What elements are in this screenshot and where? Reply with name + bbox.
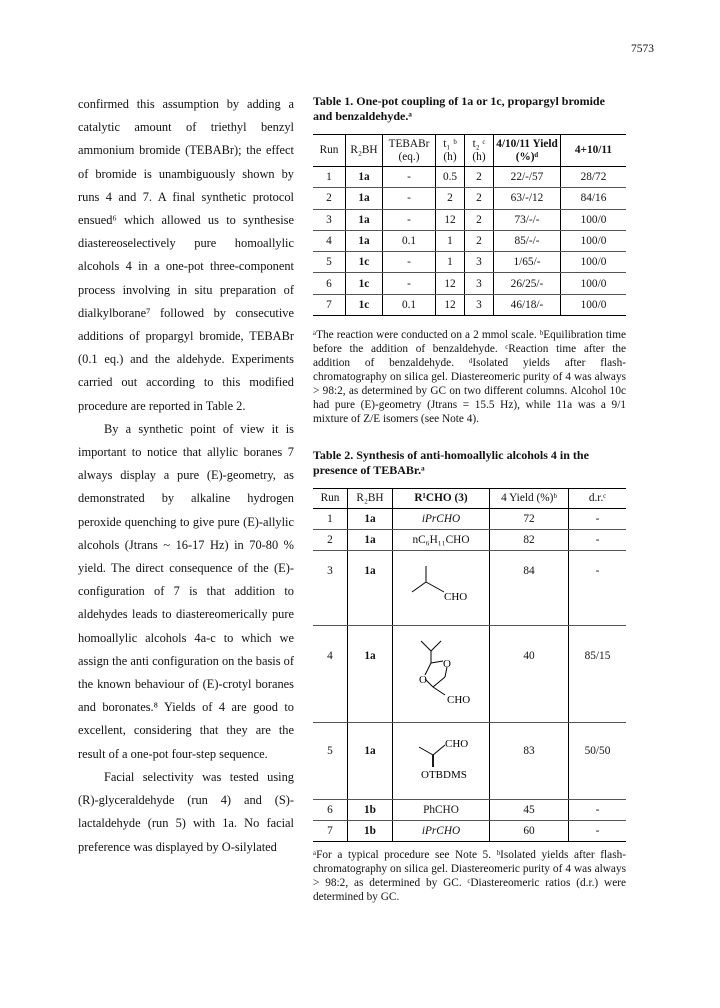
- cell: 0.1: [383, 230, 436, 251]
- cell: 2: [465, 167, 494, 188]
- cell: -: [569, 529, 627, 550]
- cell: 5: [313, 252, 346, 273]
- cell: 1: [313, 508, 348, 529]
- paragraph-1: confirmed this assumption by adding a catalytic amount of triethyl benzyl ammonium bromide (TEBABr); the effect of bromide is unambiguously shown by runs 4 and 7. A final synthetic protocol ensued⁶ which allowed us to synthesise diastereoselectively pure homoallylic alcohols 4 in a one-pot three-component process involving in situ preparation of dialkylborane⁷ followed by consecutive additions of propargyl bromide, TEBABr (0.1 eq.) and the aldehyde. Experiments carried out according to this modified procedure are reported in Table 2.: [78, 97, 294, 413]
- cell: 1b: [348, 820, 393, 841]
- table2-footnote: ᵃFor a typical procedure see Note 5. ᵇIsolated yields after flash-chromatography on silica gel. Diastereomeric purity of 4 was always > 98:2, as determined by GC. ᶜDiastereomeric ratios (d.r.) were determined by GC.: [313, 848, 626, 903]
- table1-col-r2bh: R₂BH: [346, 135, 383, 167]
- cell: 46/18/-: [494, 294, 561, 315]
- cell: 1b: [348, 799, 393, 820]
- glyceraldehyde-acetonide-structure: [395, 637, 487, 707]
- cell: PhCHO: [393, 799, 490, 820]
- cell: 4: [313, 230, 346, 251]
- structure-label: CHO: [444, 591, 468, 604]
- cell: 60: [490, 820, 569, 841]
- cell: 26/25/-: [494, 273, 561, 294]
- cell: 22/-/57: [494, 167, 561, 188]
- cell: 2: [465, 209, 494, 230]
- cell: -: [383, 273, 436, 294]
- cell: 3: [313, 209, 346, 230]
- cell: -: [569, 799, 627, 820]
- cell: -: [383, 167, 436, 188]
- table-row: [313, 625, 626, 722]
- cell: 12: [436, 273, 465, 294]
- lactaldehyde-structure: [395, 733, 487, 785]
- table-row: [313, 294, 626, 315]
- cell: 1: [436, 252, 465, 273]
- table1-col-t1: t₁ ᵇ (h): [436, 135, 465, 167]
- cell: 100/0: [561, 209, 627, 230]
- cell: 85/15: [569, 625, 627, 722]
- cell: 1c: [346, 294, 383, 315]
- cell: 84: [490, 550, 569, 625]
- cell: iPrCHO: [393, 820, 490, 841]
- cell: -: [569, 508, 627, 529]
- right-column: [313, 94, 626, 904]
- table2-caption: Table 2. Synthesis of anti-homoallylic alcohols 4 in the presence of TEBABr.ᵃ: [313, 448, 589, 478]
- cell: -: [569, 820, 627, 841]
- cell: 3: [465, 273, 494, 294]
- cell: 3: [313, 550, 348, 625]
- cell: 28/72: [561, 167, 627, 188]
- table-row: [313, 722, 626, 799]
- structure-label: CHO: [445, 738, 469, 751]
- table2-col-run: Run: [313, 489, 348, 509]
- oxygen-label: O: [419, 674, 427, 687]
- cell: 5: [313, 722, 348, 799]
- structure-cell-lactaldehyde: [393, 722, 490, 799]
- cell: 1: [313, 167, 346, 188]
- cell: 85/-/-: [494, 230, 561, 251]
- cell: 40: [490, 625, 569, 722]
- structure-label: CHO: [447, 694, 471, 707]
- isobutyraldehyde-structure: [396, 560, 486, 612]
- cell: 6: [313, 799, 348, 820]
- table1-col-run: Run: [313, 135, 346, 167]
- cell: 1: [436, 230, 465, 251]
- table2-col-aldehyde: R¹CHO (3): [393, 489, 490, 509]
- table1-caption: Table 1. One-pot coupling of 1a or 1c, propargyl bromide and benzaldehyde.ᵃ: [313, 94, 605, 123]
- cell: -: [383, 188, 436, 209]
- cell: 72: [490, 508, 569, 529]
- cell: 63/-/12: [494, 188, 561, 209]
- cell: 1a: [346, 209, 383, 230]
- cell: 2: [313, 188, 346, 209]
- table-row: [313, 188, 626, 209]
- cell: 100/0: [561, 252, 627, 273]
- cell: 50/50: [569, 722, 627, 799]
- table-row: [313, 209, 626, 230]
- paragraph-2: By a synthetic point of view it is important to notice that allylic boranes 7 always display a pure (E)-geometry, as demonstrated by alkaline hydrogen peroxide quenching to give pure (E)-allylic alcohols (Jtrans ~ 16-17 Hz) in 70-80 % yield. The direct consequence of the (E)-configuration of 7 is that addition to aldehydes leads to diastereomerically pure homoallylic alcohols 4a-c to which we assign the anti configuration on the basis of the known behaviour of (E)-crotyl boranes and boronates.⁸ Yields of 4 are good to excellent, considering that they are the result of a one-pot four-step sequence.: [78, 421, 294, 761]
- cell: 1a: [346, 230, 383, 251]
- table2-col-yield: 4 Yield (%)ᵇ: [490, 489, 569, 509]
- table-row: [313, 230, 626, 251]
- cell: 1a: [348, 625, 393, 722]
- cell: 1a: [348, 508, 393, 529]
- cell: 2: [313, 529, 348, 550]
- cell: 100/0: [561, 294, 627, 315]
- table1-col-t2: t₂ ᶜ (h): [465, 135, 494, 167]
- oxygen-label: O: [443, 658, 451, 671]
- cell: 1a: [348, 550, 393, 625]
- cell: 1a: [346, 188, 383, 209]
- table1-col-ratio: 4+10/11: [561, 135, 627, 167]
- table-row: [313, 273, 626, 294]
- structure-cell-isobutyraldehyde: [393, 550, 490, 625]
- cell: 12: [436, 209, 465, 230]
- cell: 2: [465, 188, 494, 209]
- cell: 12: [436, 294, 465, 315]
- cell: 1c: [346, 273, 383, 294]
- cell: 3: [465, 252, 494, 273]
- cell: 2: [436, 188, 465, 209]
- cell: nC₆H₁₁CHO: [393, 529, 490, 550]
- table2-col-dr: d.r.ᶜ: [569, 489, 627, 509]
- cell: -: [383, 209, 436, 230]
- cell: 1a: [348, 722, 393, 799]
- cell: 82: [490, 529, 569, 550]
- cell: 73/-/-: [494, 209, 561, 230]
- table2-header-row: [313, 489, 626, 509]
- cell: 1/65/-: [494, 252, 561, 273]
- page-number: 7573: [631, 43, 654, 55]
- table2-col-r2bh: R₂BH: [348, 489, 393, 509]
- table1-col-yield: 4/10/11 Yield (%)ᵈ: [494, 135, 561, 167]
- cell: 3: [465, 294, 494, 315]
- table-row: [313, 820, 626, 841]
- cell: 7: [313, 294, 346, 315]
- cell: 100/0: [561, 230, 627, 251]
- table-row: [313, 799, 626, 820]
- cell: 83: [490, 722, 569, 799]
- cell: 100/0: [561, 273, 627, 294]
- cell: 84/16: [561, 188, 627, 209]
- cell: iPrCHO: [393, 508, 490, 529]
- cell: 0.5: [436, 167, 465, 188]
- cell: 2: [465, 230, 494, 251]
- cell: 6: [313, 273, 346, 294]
- cell: 4: [313, 625, 348, 722]
- table1-header-row: [313, 135, 626, 167]
- structure-cell-glyceraldehyde: [393, 625, 490, 722]
- table-row: [313, 508, 626, 529]
- left-column: [78, 93, 294, 859]
- cell: -: [569, 550, 627, 625]
- paragraph-3: Facial selectivity was tested using (R)-glyceraldehyde (run 4) and (S)-lactaldehyde (run 5) with 1a. No facial preference was displayed by O-silylated: [78, 769, 294, 854]
- table1-col-tebabr: TEBABr (eq.): [383, 135, 436, 167]
- otbdms-label: OTBDMS: [421, 769, 467, 782]
- cell: 1c: [346, 252, 383, 273]
- cell: 45: [490, 799, 569, 820]
- cell: 1a: [346, 167, 383, 188]
- cell: 1a: [348, 529, 393, 550]
- table-row: [313, 252, 626, 273]
- table-row: [313, 529, 626, 550]
- table1-footnote: ᵃThe reaction were conducted on a 2 mmol scale. ᵇEquilibration time before the addition of benzaldehyde. ᶜReaction time after the addition of benzaldehyde. ᵈIsolated yields after flash-chromatography on silica gel. Diastereomeric purity of 4 was always > 98:2, as determined by GC on two different columns. Alcohol 10c had pure (E)-geometry (Jtrans = 15.5 Hz), while 11a was a 9/1 mixture of Z/E isomers (see Note 4).: [313, 329, 626, 426]
- table-1: [313, 134, 626, 316]
- table-2: [313, 488, 626, 842]
- cell: 7: [313, 820, 348, 841]
- cell: -: [383, 252, 436, 273]
- cell: 0.1: [383, 294, 436, 315]
- table-row: [313, 167, 626, 188]
- table-row: [313, 550, 626, 625]
